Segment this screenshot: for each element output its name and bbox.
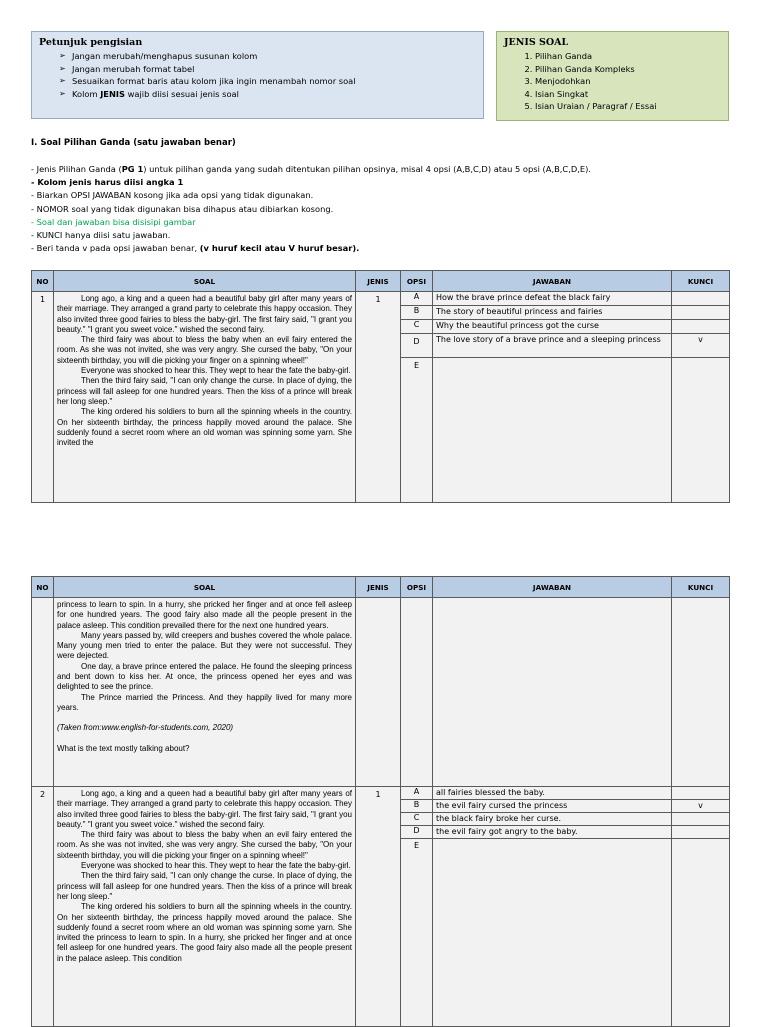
question-number: 2 (32, 787, 54, 1027)
header-no: NO (32, 271, 54, 292)
option-label: C (401, 813, 433, 826)
header-kunci: KUNCI (672, 271, 730, 292)
key-cell[interactable] (672, 787, 730, 800)
answer-cell[interactable]: The love story of a brave prince and a sleeping princess (433, 334, 672, 358)
table-header-row (32, 577, 730, 598)
question-table-2 (31, 576, 730, 1027)
table-row (32, 292, 730, 306)
note-item: - Kolom jenis harus diisi angka 1 (31, 177, 184, 188)
instruction-item: ➢ Sesuaikan format baris atau kolom jika ingin menambah nomor soal (59, 76, 356, 86)
header-soal: SOAL (54, 271, 356, 292)
question-text-cell[interactable]: Long ago, a king and a queen had a beautiful baby girl after many years of their marriage. They arranged a grand party to celebrate this happy occasion. They also invited three good fairies to bless the baby-girl. The first fairy said, "I grant you beauty." "I grant you sweet voice." wished the second fairy. The third fairy was about to bless the baby when an evil fairy entered the room. As she was not invited, she was very angry. She cursed the baby, "On your sixteenth birthday, you will die picking your finger on a spinning wheel!" Everyone was shocked to hear this. They wept to hear the fate the baby-girl. Then the third fairy said, "I can only change the curse. In place of dying, the princess will fall asleep for one hundred years. Then the kiss of a prince will break her long sleep." The king ordered his soldiers to burn all the spinning wheels in the country. On her sixteenth birthday, the princess happily moved around the palace. She suddenly found a secret room where an old woman was spinning some yarn. She invited the (54, 292, 356, 503)
instruction-title: Petunjuk pengisian (39, 37, 143, 48)
table-row (32, 787, 730, 800)
header-jenis: JENIS (356, 271, 401, 292)
question-type-item: 2. Pilihan Ganda Kompleks (535, 63, 728, 76)
option-label: E (401, 839, 433, 1027)
header-jawaban: JAWABAN (433, 577, 672, 598)
option-label (401, 598, 433, 787)
option-label: B (401, 306, 433, 320)
key-cell[interactable] (672, 839, 730, 1027)
answer-cell[interactable] (433, 598, 672, 787)
question-types-list (513, 50, 728, 113)
answer-cell[interactable] (433, 358, 672, 503)
note-item: - Jenis Pilihan Ganda (PG 1) untuk pilihan ganda yang sudah ditentukan pilihan opsinya, misal 4 opsi (A,B,C,D) atau 5 opsi (A,B,C,D,E). (31, 164, 591, 174)
question-table-1 (31, 270, 730, 503)
option-label: A (401, 787, 433, 800)
option-label: D (401, 826, 433, 839)
key-cell[interactable] (672, 320, 730, 334)
note-item-green: - Soal dan jawaban bisa disisipi gambar (31, 216, 196, 227)
key-cell[interactable]: v (672, 334, 730, 358)
key-cell[interactable] (672, 292, 730, 306)
note-item: - NOMOR soal yang tidak digunakan bisa dihapus atau dibiarkan kosong. (31, 203, 334, 214)
instruction-item: ➢ Jangan merubah format tabel (59, 63, 195, 74)
instruction-item: ➢ Jangan merubah/menghapus susunan kolom (59, 51, 258, 61)
instruction-box (31, 31, 484, 119)
key-cell[interactable] (672, 358, 730, 503)
note-item: - KUNCI hanya diisi satu jawaban. (31, 230, 171, 241)
question-number: 1 (32, 292, 54, 503)
answer-cell[interactable]: the black fairy broke her curse. (433, 813, 672, 826)
key-cell[interactable] (672, 598, 730, 787)
key-cell[interactable] (672, 826, 730, 839)
question-types-box (496, 31, 729, 121)
option-label: E (401, 358, 433, 503)
arrow-bullet-icon: ➢ (59, 88, 66, 98)
answer-cell[interactable]: How the brave prince defeat the black fairy (433, 292, 672, 306)
question-text-cell[interactable]: Long ago, a king and a queen had a beautiful baby girl after many years of their marriage. They arranged a grand party to celebrate this happy occasion. They also invited three good fairies to bless the baby-girl. The first fairy said, "I grant you beauty." "I grant you sweet voice." wished the second fairy. The third fairy was about to bless the baby when an evil fairy entered the room. As she was not invited, she was very angry. She cursed the baby, "On your sixteenth birthday, you will die picking your finger on a spinning wheel!" Everyone was shocked to hear this. They wept to hear the fate the baby-girl. Then the third fairy said, "I can only change the curse. In place of dying, the princess will fall asleep for one hundred years. Then the kiss of a prince will break her long sleep." The king ordered his soldiers to burn all the spinning wheels in the country. On her sixteenth birthday, the princess happily moved around the palace. She suddenly found a secret room where an old woman was spinning some yarn. She invited the princess to learn to spin. In a hurry, she pricked her finger and at once fell asleep for one hundred years. The good fairy also made all the people present in the palace asleep. This condition (54, 787, 356, 1027)
header-no: NO (32, 577, 54, 598)
question-type-item: 3. Menjodohkan (535, 75, 728, 88)
answer-cell[interactable]: all fairies blessed the baby. (433, 787, 672, 800)
option-label: A (401, 292, 433, 306)
instruction-list (59, 50, 483, 100)
key-cell[interactable]: v (672, 800, 730, 813)
table-header-row (32, 271, 730, 292)
option-label: C (401, 320, 433, 334)
answer-cell[interactable]: The story of beautiful princess and fairies (433, 306, 672, 320)
header-opsi: OPSI (401, 577, 433, 598)
question-type-cell[interactable] (356, 598, 401, 787)
header-opsi: OPSI (401, 271, 433, 292)
answer-cell[interactable] (433, 839, 672, 1027)
arrow-bullet-icon: ➢ (59, 63, 66, 73)
table-row (32, 598, 730, 787)
question-type-item: 5. Isian Uraian / Paragraf / Essai (535, 100, 728, 113)
arrow-bullet-icon: ➢ (59, 76, 66, 85)
option-label: B (401, 800, 433, 813)
arrow-bullet-icon: ➢ (59, 51, 66, 60)
note-item: - Biarkan OPSI JAWABAN kosong jika ada opsi yang tidak digunakan. (31, 190, 314, 201)
notes-list (31, 163, 731, 255)
question-types-title: JENIS SOAL (504, 37, 569, 48)
option-label: D (401, 334, 433, 358)
answer-cell[interactable]: the evil fairy cursed the princess (433, 800, 672, 813)
question-type-cell[interactable]: 1 (356, 787, 401, 1027)
question-type-cell[interactable]: 1 (356, 292, 401, 503)
answer-cell[interactable]: the evil fairy got angry to the baby. (433, 826, 672, 839)
question-type-item: 4. Isian Singkat (535, 88, 728, 101)
note-item: - Beri tanda v pada opsi jawaban benar, (v huruf kecil atau V huruf besar). (31, 243, 360, 254)
instruction-item: ➢ Kolom JENIS wajib diisi sesuai jenis soal (59, 88, 239, 99)
header-jawaban: JAWABAN (433, 271, 672, 292)
header-soal: SOAL (54, 577, 356, 598)
question-text-cell[interactable]: princess to learn to spin. In a hurry, she pricked her finger and at once fell asleep for one hundred years. The good fairy also made all the people present in the palace asleep. This condition prevailed there for the next one hundred years. Many years passed by, wild creepers and bushes covered the whole palace. Many young men tried to enter the palace. But they were not successful. They were dejected. One day, a brave prince entered the palace. He found the sleeping princess and bent down to kiss her. At once, the princess opened her eyes and was delighted to see the prince. The Prince married the Princess. And they happily lived for many more years. (Taken from:www.english-for-students.com, 2020) What is the text mostly talking about? (54, 598, 356, 787)
section-title: I. Soal Pilihan Ganda (satu jawaban benar) (31, 138, 236, 148)
answer-cell[interactable]: Why the beautiful princess got the curse (433, 320, 672, 334)
question-number-empty (32, 598, 54, 787)
question-type-item: 1. Pilihan Ganda (535, 50, 728, 63)
key-cell[interactable] (672, 813, 730, 826)
header-kunci: KUNCI (672, 577, 730, 598)
header-jenis: JENIS (356, 577, 401, 598)
key-cell[interactable] (672, 306, 730, 320)
